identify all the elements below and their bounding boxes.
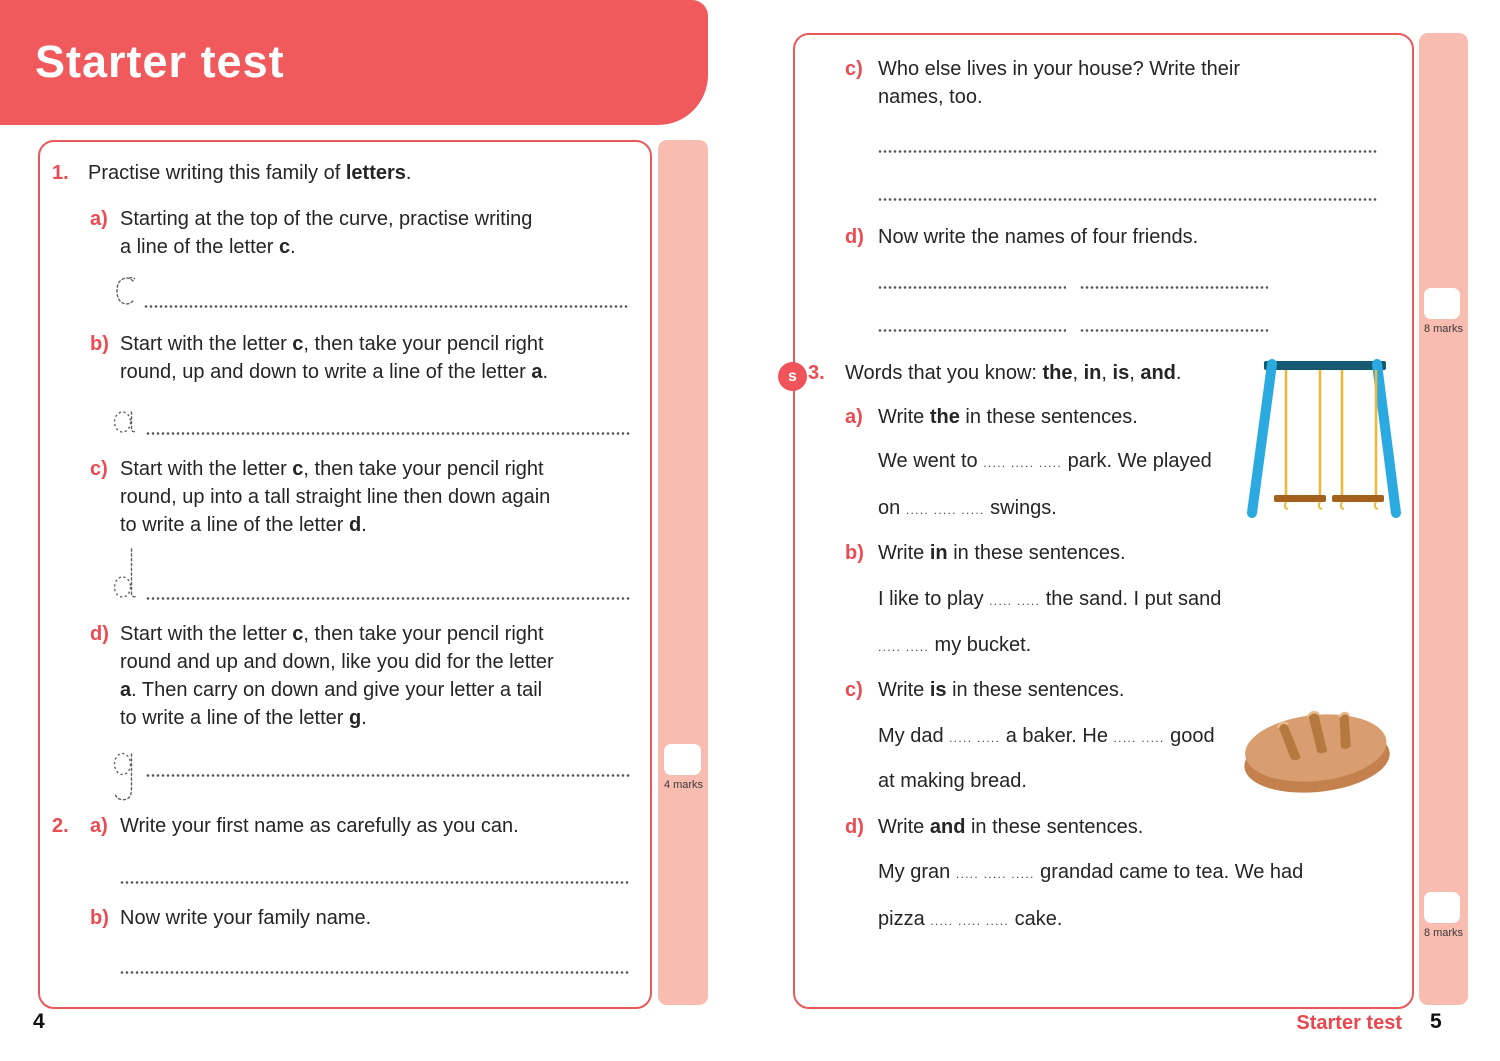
q3-text: Words that you know: the, in, is, and.	[845, 362, 1182, 384]
q2b-label: b)	[90, 907, 109, 929]
q3b-sentence2[interactable]: ..... ..... my bucket.	[878, 634, 1032, 656]
marks-label-right-bottom: 8 marks	[1423, 927, 1464, 939]
q2a-text: Write your first name as carefully as you can.	[120, 815, 519, 837]
trace-letter-c-svg	[115, 275, 137, 307]
write-line-friend-3[interactable]	[878, 329, 1066, 332]
marks-label-right-top: 8 marks	[1423, 323, 1464, 335]
q3a-label: a)	[845, 406, 863, 428]
bread-loaf-illustration	[1240, 700, 1392, 796]
footer-section-label: Starter test	[1296, 1012, 1402, 1034]
write-line-q1a[interactable]	[144, 305, 630, 308]
q3a-sentence1[interactable]: We went to ..... ..... ..... park. We played	[878, 450, 1212, 472]
q1c-line3: to write a line of the letter d.	[120, 514, 367, 536]
trace-letter-a-svg	[113, 402, 139, 434]
write-line-friend-1[interactable]	[878, 286, 1066, 289]
trace-letter-d-svg	[113, 547, 139, 599]
q2-number: 2.	[52, 815, 69, 837]
q3a-intro: Write the in these sentences.	[878, 406, 1138, 428]
trace-letter-g	[113, 751, 139, 805]
swing-set-illustration	[1246, 356, 1402, 520]
q1c-line2: round, up into a tall straight line then down again	[120, 486, 551, 508]
q2c-label: c)	[845, 58, 863, 80]
q3d-intro: Write and in these sentences.	[878, 816, 1144, 838]
q2d-label: d)	[845, 226, 864, 248]
q2b-text: Now write your family name.	[120, 907, 372, 929]
q1c-line1: Start with the letter c, then take your pencil right	[120, 458, 544, 480]
q3c-sentence1[interactable]: My dad ..... ..... a baker. He ..... ..... good	[878, 725, 1215, 747]
q1b-line2: round, up and down to write a line of the letter a.	[120, 361, 549, 383]
write-line-q1b[interactable]	[146, 432, 630, 435]
q1-text: Practise writing this family of letters.	[88, 162, 412, 184]
page-header-banner	[0, 0, 708, 125]
q1b-line1: Start with the letter c, then take your pencil right	[120, 333, 544, 355]
q2d-text: Now write the names of four friends.	[878, 226, 1199, 248]
write-line-q2c-1[interactable]	[878, 150, 1378, 153]
left-marks-strip	[658, 140, 708, 1005]
q3-number: 3.	[808, 362, 825, 384]
q1a-line2: a line of the letter c.	[120, 236, 296, 258]
q1a-label: a)	[90, 208, 108, 230]
swing-set-svg	[1246, 356, 1402, 520]
q2a-label: a)	[90, 815, 108, 837]
page-title: Starter test	[35, 36, 285, 87]
q3d-sentence2[interactable]: pizza ..... ..... ..... cake.	[878, 908, 1063, 930]
q3c-label: c)	[845, 679, 863, 701]
q3c-intro: Write is in these sentences.	[878, 679, 1125, 701]
write-line-q2b[interactable]	[120, 971, 630, 974]
trace-letter-d	[113, 547, 139, 599]
q3c-sentence2[interactable]: at making bread.	[878, 770, 1027, 792]
marks-score-box-left[interactable]	[664, 744, 701, 775]
q3b-intro: Write in in these sentences.	[878, 542, 1126, 564]
q1c-label: c)	[90, 458, 108, 480]
write-line-q2a[interactable]	[120, 881, 630, 884]
q1d-line4: to write a line of the letter g.	[120, 707, 367, 729]
write-line-friend-4[interactable]	[1080, 329, 1268, 332]
q2c-line2: names, too.	[878, 86, 983, 108]
q1d-line3: a. Then carry on down and give your letter a tail	[120, 679, 543, 701]
q3b-label: b)	[845, 542, 864, 564]
marks-label-left: 4 marks	[663, 779, 704, 791]
page-number-right: 5	[1430, 1010, 1442, 1033]
starter-level-badge: s	[778, 362, 807, 391]
q3d-label: d)	[845, 816, 864, 838]
write-line-q2c-2[interactable]	[878, 198, 1378, 201]
q2c-line1: Who else lives in your house? Write their	[878, 58, 1241, 80]
write-line-friend-2[interactable]	[1080, 286, 1268, 289]
q3d-sentence1[interactable]: My gran ..... ..... ..... grandad came to tea. We had	[878, 861, 1304, 883]
trace-letter-g-svg	[113, 751, 139, 805]
q1-number: 1.	[52, 162, 69, 184]
q1d-line1: Start with the letter c, then take your pencil right	[120, 623, 544, 645]
marks-score-box-right-bottom[interactable]	[1424, 892, 1460, 923]
marks-score-box-right-top[interactable]	[1424, 288, 1460, 319]
q1d-label: d)	[90, 623, 109, 645]
q1b-label: b)	[90, 333, 109, 355]
q3b-sentence1[interactable]: I like to play ..... ..... the sand. I put sand	[878, 588, 1222, 610]
q1a-line1: Starting at the top of the curve, practise writing	[120, 208, 533, 230]
q3a-sentence2[interactable]: on ..... ..... ..... swings.	[878, 497, 1057, 519]
trace-letter-c	[115, 275, 137, 307]
write-line-q1d[interactable]	[146, 774, 630, 777]
right-marks-strip	[1419, 33, 1468, 1005]
q1d-line2: round and up and down, like you did for the letter	[120, 651, 554, 673]
page-number-left: 4	[33, 1010, 45, 1033]
trace-letter-a	[113, 402, 139, 434]
bread-loaf-svg	[1240, 700, 1392, 796]
write-line-q1c[interactable]	[146, 597, 630, 600]
